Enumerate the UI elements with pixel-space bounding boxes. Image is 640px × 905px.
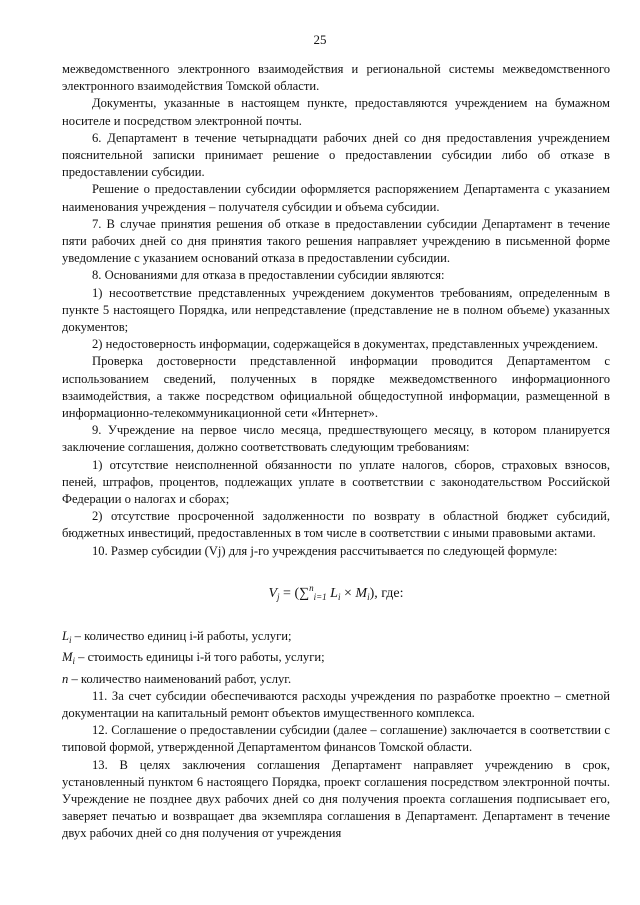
formula-lhs-sub: j — [277, 591, 280, 602]
list-item: 2) недостоверность информации, содержащейся в документах, представленных учреждением. — [92, 337, 598, 352]
definition-line — [62, 649, 610, 670]
paragraph: 12. Соглашение о предоставлении субсидии (далее – соглашение) заключается в соответствии с типовой формой, утвержденной Департаментом финансов Томской области. — [62, 723, 610, 755]
definition-symbol-sub: i — [69, 635, 72, 646]
definition-text: – количество единиц i-й работы, услуги; — [71, 629, 292, 644]
definition-line — [62, 628, 610, 649]
subsidy-formula — [62, 580, 610, 606]
list-item: 1) отсутствие неисполненной обязанности по уплате налогов, сборов, страховых взносов, пеней, штрафов, процентов, подлежащих уплате в соответствии с законодательством Российской Федерации о налогах и сборах; — [62, 457, 610, 507]
formula-sum-sub: i=1 — [313, 591, 327, 602]
formula-close: ), — [369, 585, 382, 601]
list-item: 1) несоответствие представленных учреждением документов требованиям, определенным в пункте 5 настоящего Порядка, или непредставление (представление не в полном объеме) указанных документов; — [62, 285, 610, 335]
formula-sum-sup: n — [309, 582, 314, 593]
page-number: 25 — [313, 32, 327, 47]
paragraph: 6. Департамент в течение четырнадцати рабочих дней со дня предоставления учреждением пояснительной записки принимает решение о предоставлении субсидии либо об отказе в предоставлении субсидии. — [62, 130, 610, 180]
formula-term2: M — [355, 585, 368, 601]
paragraph: 8. Основаниями для отказа в предоставлении субсидии являются: — [92, 268, 445, 283]
formula-term2-sub: i — [367, 591, 370, 602]
formula-term1-sub: i — [337, 591, 341, 602]
paragraph: 9. Учреждение на первое число месяца, предшествующего месяцу, в котором планируется заключение соглашения, должно соответствовать следующим требованиям: — [62, 423, 610, 455]
list-item: 2) отсутствие просроченной задолженности по возврату в областной бюджет субсидий, бюджетных инвестиций, предоставленных в том числе в соответствии с иными правовыми актами. — [62, 509, 610, 541]
definition-symbol-sub: i — [72, 656, 76, 667]
paragraph: 11. За счет субсидии обеспечиваются расходы учреждения по разработке проектно – сметной документации на капитальный ремонт объектов имущественного комплекса. — [62, 688, 610, 720]
document-body — [62, 61, 610, 843]
formula-lhs: V — [268, 585, 278, 601]
definition-symbol: L — [62, 629, 70, 644]
formula-sum: ∑ — [299, 585, 310, 601]
formula-term1: L — [326, 585, 338, 601]
formula-equals: = ( — [279, 585, 300, 601]
paragraph: Проверка достоверности представленной информации проводится Департаментом с использованием сведений, полученных в порядке межведомственного информационного взаимодействия, а также посредством официальной общедоступной информации, размещенной в информационно-телекоммуникационной сети «Интернет». — [62, 354, 610, 421]
definition-text: – стоимость единицы i-й того работы, услуги; — [75, 650, 325, 665]
paragraph: 10. Размер субсидии (Vj) для j-го учреждения рассчитывается по следующей формуле: — [92, 543, 558, 558]
paragraph: 7. В случае принятия решения об отказе в предоставлении субсидии Департамент в течение пяти рабочих дней со дня принятия такого решения направляет учреждению в письменной форме уведомление с указанием оснований отказа в предоставлении субсидии. — [62, 216, 610, 266]
paragraph: 13. В целях заключения соглашения Департамент направляет учреждению в срок, установленный пунктом 6 настоящего Порядка, проект соглашения посредством электронной почты. Учреждение не позднее двух рабочих дней со дня получения проекта соглашения подписывает его, заверяет печатью и возвращает два экземпляра соглашения в Департамент. Департамент в течение двух рабочих дней со дня получения от учреждения — [62, 757, 610, 841]
definition-text: – количество наименований работ, услуг. — [68, 671, 292, 686]
definition-line — [62, 671, 610, 688]
paragraph: межведомственного электронного взаимодействия и региональной системы межведомственного электронного взаимодействия Томской области. — [62, 62, 610, 94]
paragraph: Решение о предоставлении субсидии оформляется распоряжением Департамента с указанием наименования учреждения – получателя субсидии и объема субсидии. — [62, 182, 610, 214]
formula-times: × — [340, 585, 356, 601]
definition-symbol: n — [62, 671, 69, 686]
definition-symbol: M — [62, 650, 73, 665]
formula-suffix: где: — [381, 585, 404, 601]
paragraph: Документы, указанные в настоящем пункте, предоставляются учреждением на бумажном носителе и посредством электронной почты. — [62, 96, 610, 128]
